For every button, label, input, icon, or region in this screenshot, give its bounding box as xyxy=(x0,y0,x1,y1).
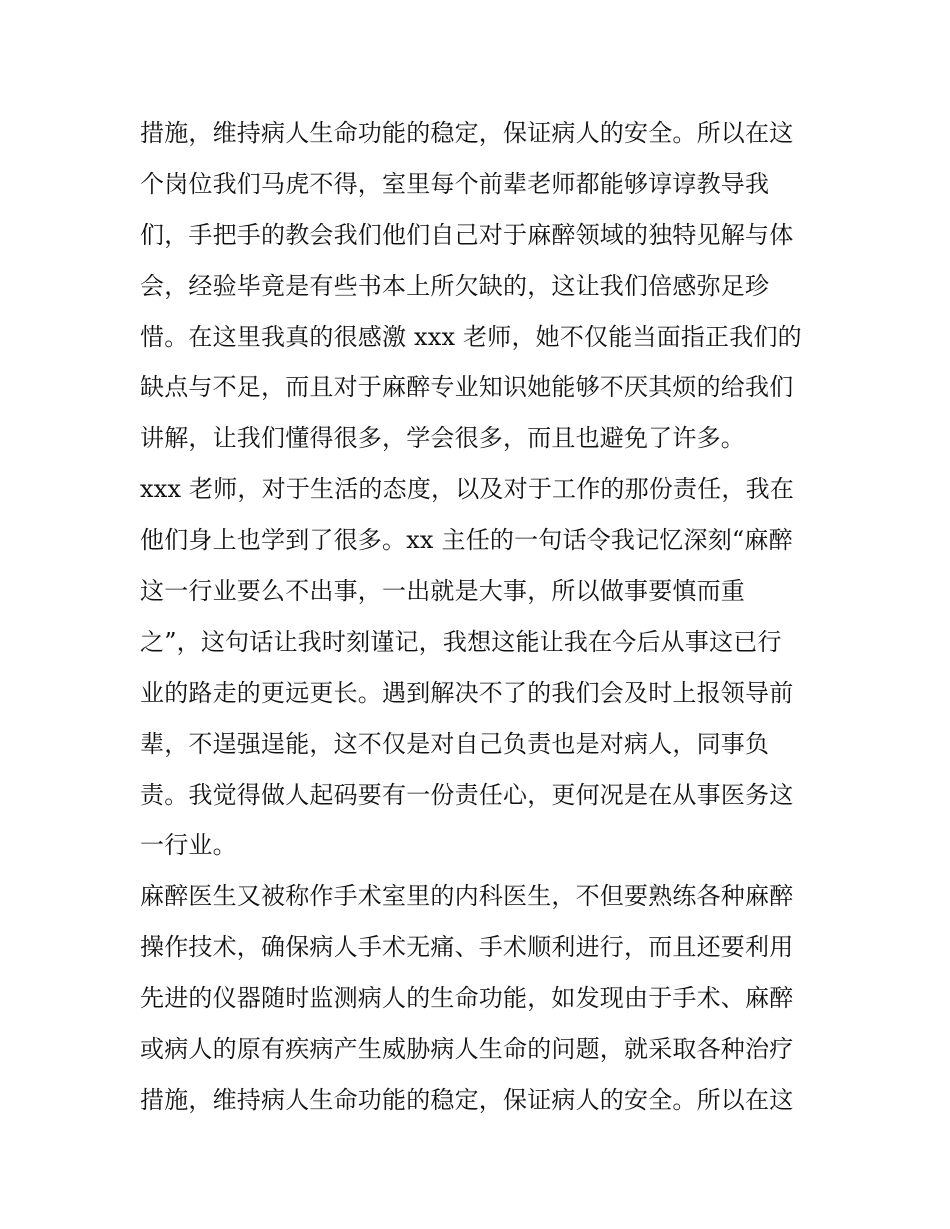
text-line-20: 措施，维持病人生命功能的稳定，保证病人的安全。所以在这 xyxy=(140,1085,794,1114)
text-line-6: 缺点与不足，而且对于麻醉专业知识她能够不厌其烦的给我们 xyxy=(140,373,794,402)
text-line-11: 之”，这句话让我时刻谨记，我想这能让我在今后从事这已行 xyxy=(140,627,782,656)
text-line-8: xxx 老师，对于生活的态度，以及对于工作的那份责任，我在 xyxy=(140,475,795,504)
text-line-19: 或病人的原有疾病产生威胁病人生命的问题，就采取各种治疗 xyxy=(140,1035,794,1064)
text-line-14: 责。我觉得做人起码要有一份责任心，更何况是在从事医务这 xyxy=(140,780,794,809)
text-line-17: 操作技术，确保病人手术无痛、手术顺利进行，而且还要利用 xyxy=(140,933,794,962)
text-line-5: 惜。在这里我真的很感激 xxx 老师，她不仅能当面指正我们的 xyxy=(140,322,802,351)
text-line-13: 辈，不逞强逞能，这不仅是对自己负责也是对病人，同事负 xyxy=(140,729,770,758)
text-line-16: 麻醉医生又被称作手术室里的内科医生，不但要熟练各种麻醉 xyxy=(140,882,794,911)
text-line-2: 个岗位我们马虎不得，室里每个前辈老师都能够谆谆教导我 xyxy=(140,169,770,198)
text-line-3: 们，手把手的教会我们他们自己对于麻醉领域的独特见解与体 xyxy=(140,220,794,249)
text-line-18: 先进的仪器随时监测病人的生命功能，如发现由于手术、麻醉 xyxy=(140,984,794,1013)
text-line-9: 他们身上也学到了很多。xx 主任的一句话令我记忆深刻“麻醉 xyxy=(140,526,793,555)
text-line-4: 会，经验毕竟是有些书本上所欠缺的，这让我们倍感弥足珍 xyxy=(140,271,770,300)
text-line-1: 措施，维持病人生命功能的稳定，保证病人的安全。所以在这 xyxy=(140,119,794,147)
text-line-12: 业的路走的更远更长。遇到解决不了的我们会及时上报领导前 xyxy=(140,678,794,707)
text-line-15: 一行业。 xyxy=(140,831,237,860)
text-line-7: 讲解，让我们懂得很多，学会很多，而且也避免了许多。 xyxy=(140,424,745,453)
text-line-10: 这一行业要么不出事，一出就是大事，所以做事要慎而重 xyxy=(140,577,745,606)
body-text xyxy=(140,108,820,1126)
